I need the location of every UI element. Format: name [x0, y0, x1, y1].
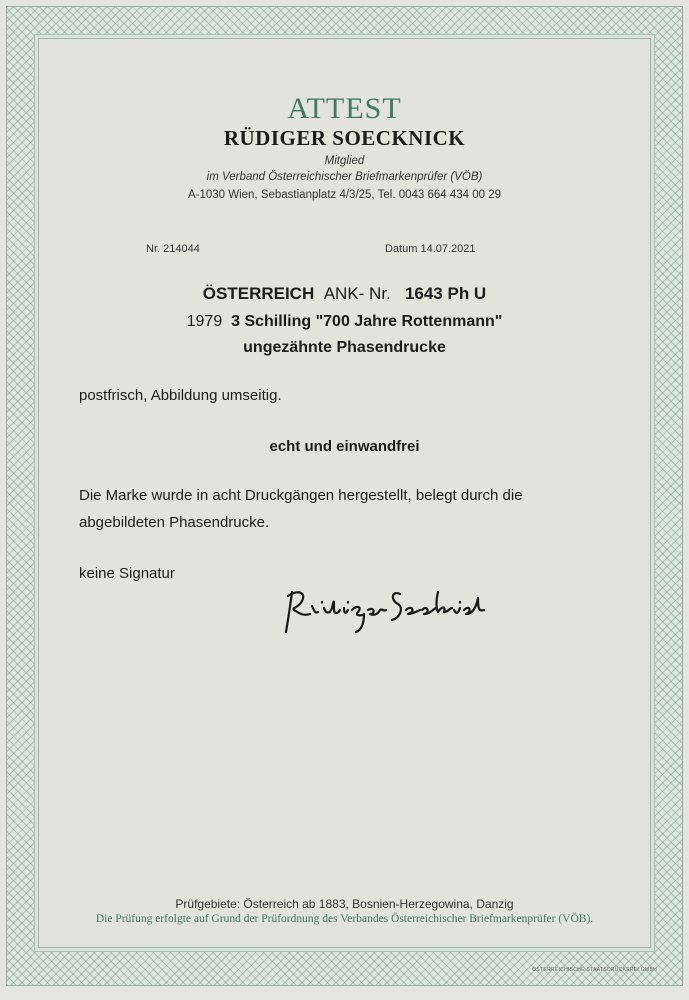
- item-variety: ungezähnte Phasendrucke: [243, 339, 446, 356]
- certificate-date: Datum 14.07.2021: [385, 243, 476, 255]
- examination-areas: Prüfgebiete: Österreich ab 1883, Bosnien-Herzegowina, Danzig: [175, 897, 514, 911]
- item-catalog-number: 1643 Ph U: [404, 284, 487, 303]
- item-catalog-label: ANK- Nr.: [323, 284, 391, 303]
- handwritten-signature: [282, 580, 492, 640]
- item-catalog-line: [0, 284, 689, 304]
- verdict-text: echt und einwandfrei: [269, 438, 420, 455]
- printer-imprint: ÖSTERREICHISCHE STAATSDRUCKEREI GMBH: [532, 967, 657, 973]
- item-description-line: [0, 313, 689, 331]
- association-label: im Verband Österreichischer Briefmarkenprüfer (VÖB): [206, 171, 483, 183]
- note-line-2: abgebildeten Phasendrucke.: [79, 514, 270, 531]
- certificate-number: Nr. 214044: [146, 243, 200, 255]
- membership-label: Mitglied: [324, 155, 365, 167]
- item-year: 1979: [186, 313, 223, 330]
- item-country: ÖSTERREICH: [202, 284, 315, 303]
- examiner-name: RÜDIGER SOECKNICK: [223, 126, 466, 150]
- examination-rules: Die Prüfung erfolgte auf Grund der Prüfordnung des Verbandes Österreichischer Briefmarkenprüfer (VÖB).: [95, 913, 594, 925]
- item-description: 3 Schilling "700 Jahre Rottenmann": [231, 313, 503, 330]
- signature-note: keine Signatur: [79, 565, 175, 582]
- note-line-1: Die Marke wurde in acht Druckgängen hergestellt, belegt durch die: [79, 487, 523, 504]
- examiner-address: A-1030 Wien, Sebastianplatz 4/3/25, Tel. 0043 664 434 00 29: [187, 189, 502, 201]
- certificate-title: ATTEST: [287, 92, 402, 125]
- condition-text: postfrisch, Abbildung umseitig.: [79, 387, 282, 404]
